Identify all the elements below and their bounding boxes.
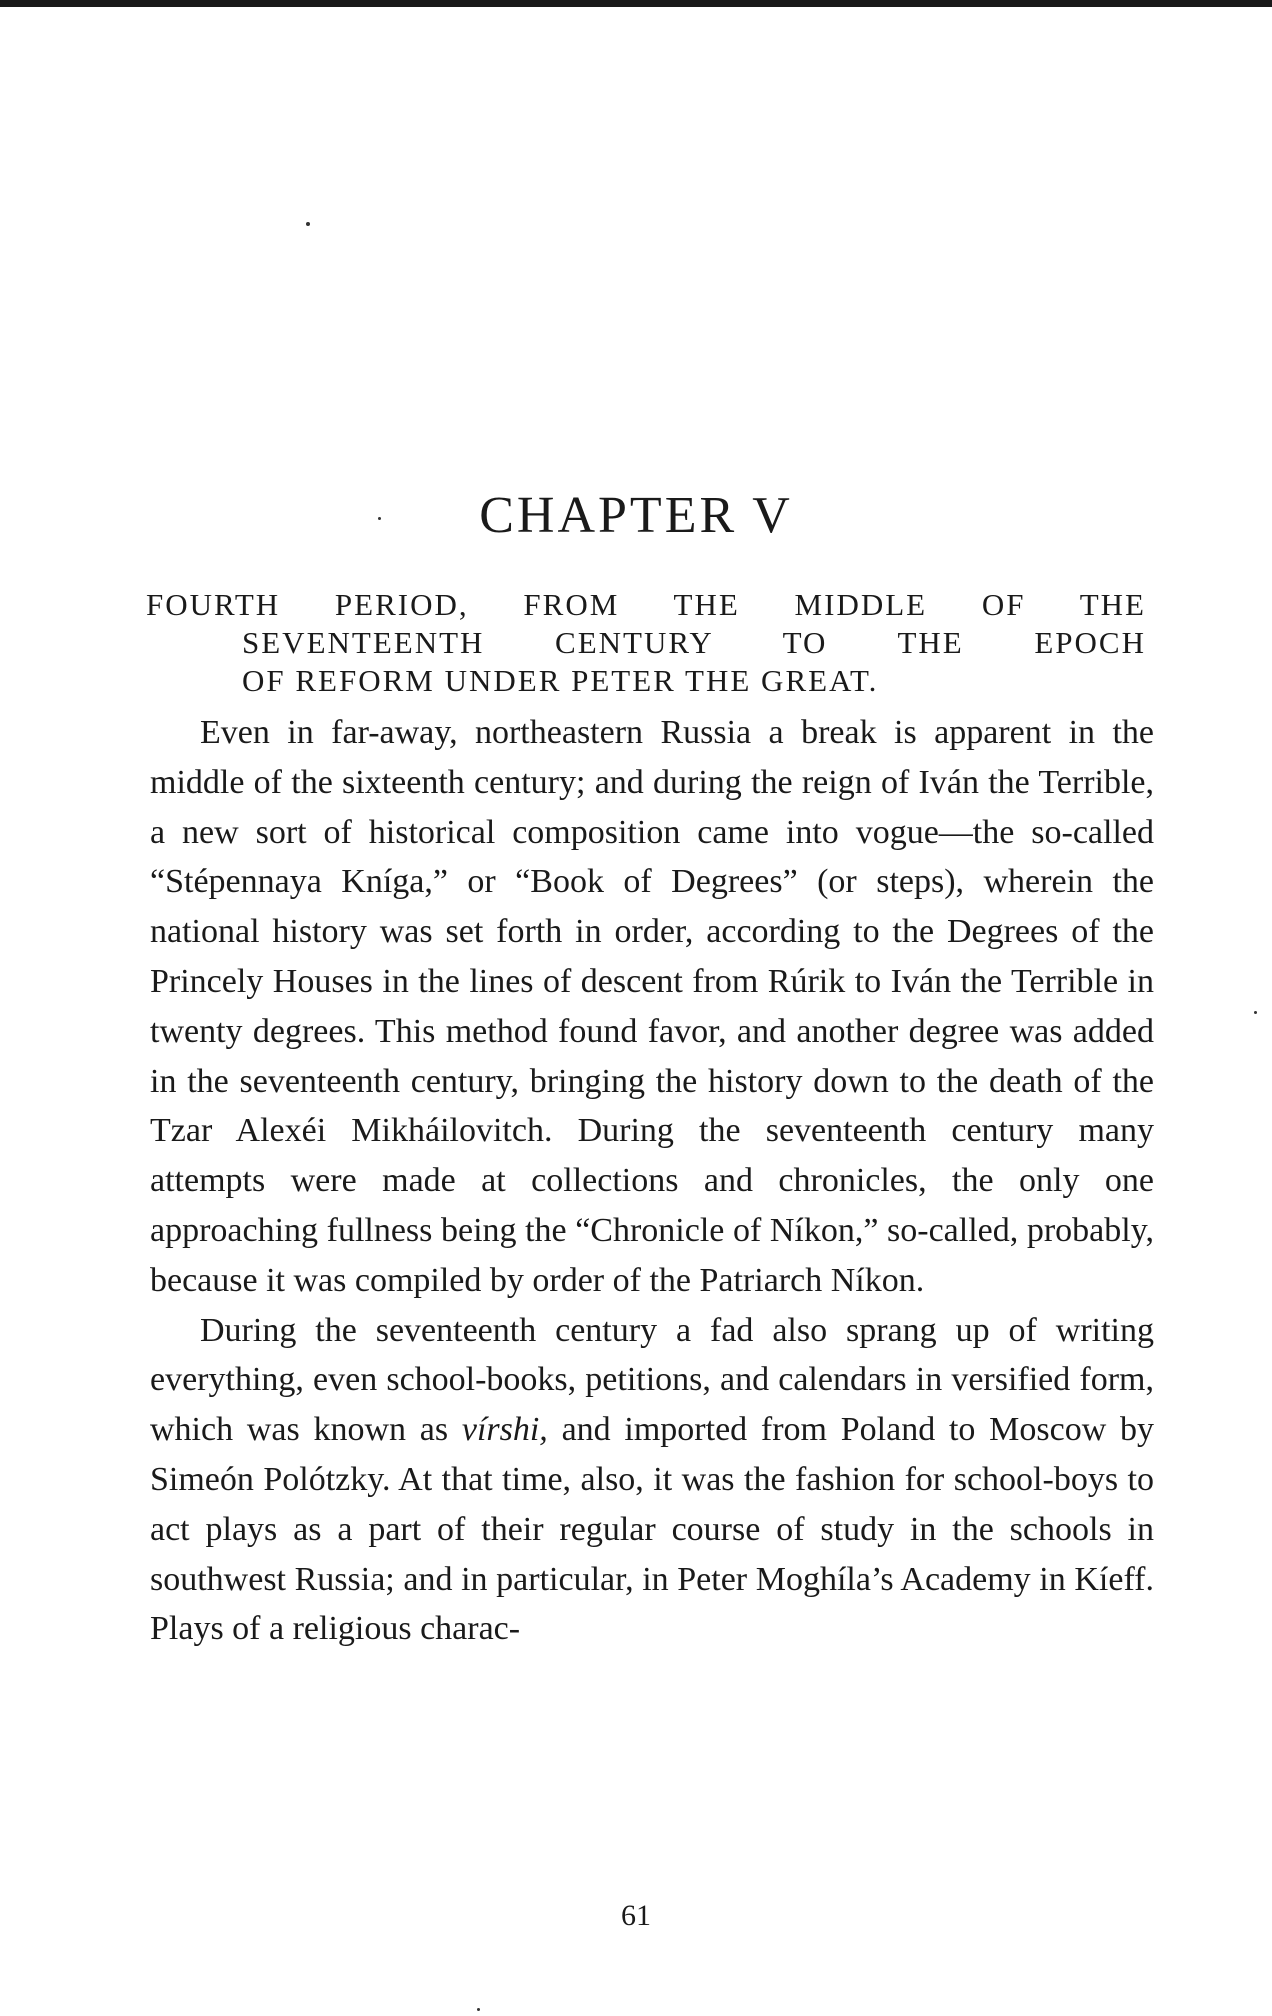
paragraph [150,1306,1154,1655]
period-heading-line: OF REFORM UNDER PETER THE GREAT. [242,663,879,698]
period-heading [146,586,1146,700]
page-number: 61 [621,1899,651,1932]
paragraph [150,708,1154,1306]
top-edge-rule [0,0,1272,7]
chapter-title: CHAPTER V [479,487,793,544]
paragraph-text: and imported from Poland to Moscow by Simeón Polótzky. At that time, also, it was the fashion for school-boys to act plays as a part of their regular course of study in the schools in southwest Russia; and in particular, in Peter Moghíla’s Academy in Kíeff. Plays of a religious charac- [150,1411,1155,1648]
page-speck [477,2008,480,2011]
period-heading-line: SEVENTEENTH CENTURY TO THE EPOCH [242,625,1146,660]
page-speck [1254,1011,1257,1014]
paragraph-text: During the seventeenth century a fad also sprang up of writing everything, even school-books, petitions, and calendars in versified form, which was known as [150,1311,1154,1449]
period-heading-line: FOURTH PERIOD, FROM THE MIDDLE OF THE [146,587,1146,622]
body-text [150,708,1154,1654]
page-speck [306,222,310,226]
italic-term: vírshi, [461,1411,548,1449]
paragraph-text: Even in far-away, northeastern Russia a break is apparent in the middle of the sixteenth century; and during the reign of Iván the Terrible, a new sort of historical composition came into vogue—the so-called “Stépennaya Kníga,” or “Book of Degrees” (or steps), wherein the national history was set forth in order, according to the Degrees of the Princely Houses in the lines of descent from Rúrik to Iván the Terrible in twenty degrees. This method found favor, and another degree was added in the seventeenth century, bringing the history down to the death of the Tzar Alexéi Mikháilovitch. During the seventeenth century many attempts were made at collections and chronicles, the only one approaching fullness being the “Chronicle of Níkon,” so-called, probably, because it was compiled by order of the Patriarch Níkon. [150,714,1154,1299]
